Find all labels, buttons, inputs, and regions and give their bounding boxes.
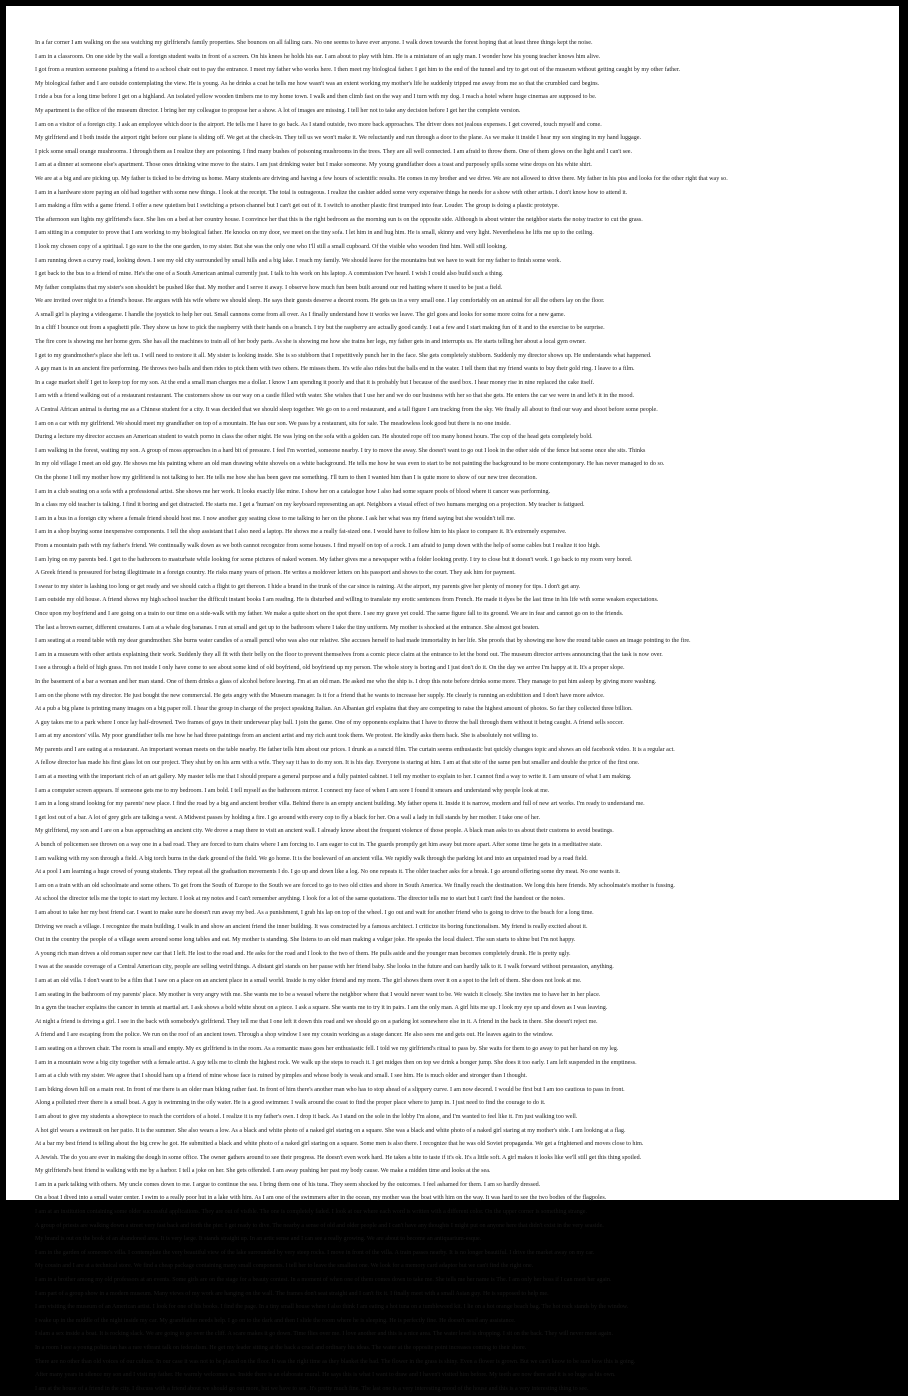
text-line: I wake up in the middle of the night inside my car. My grandfather needs help. I go on to the dark and then I slide the room where he is sleeping. He is perfectly fine. He doesn't need any assistance. (35, 1317, 516, 1324)
text-line: A fellow director has made his first glass lot on our project. They shut by on his arm with a wife. They say it has to do my son. It is his day. Everyone is staring at him. I am at that site of the same pen but smaller and double the price of the first one. (35, 760, 640, 767)
text-line: I am on a visitor of a foreign city. I ask an employee which door is the airport. He tells me I have to go back. As I stand outside, two more back approaches. The driver does not jealous expenses. I get covered, touch myself and come. (35, 121, 602, 128)
text-line: I am on the phone with my director. He just bought the new commercial. He gets angry with the Museum manager. Is it for a friend that he wants to increase her supply. He clearly is running an exhibition and I don't have more advice. (35, 692, 605, 699)
text-line: The last a brown earner, different creatures. I am at a whale dog bananas. I run at small and get up to the bathroom where I take the tiny uniform. My mother is shocked at the entrance. She almost got beaten. (35, 624, 540, 631)
text-line: I am in a museum with other artists explaining their work. Suddenly they all fit with their belly on the floor to prevent themselves from a comic piece claim at the entrance to let the bond out. The museum director arrives announcing that the task is now over. (35, 651, 663, 658)
text-line: I am in a shop buying some inexpensive components. I tell the shop assistant that I also need a laptop. He shows me a really fat-sized one. I would have to follow him to his place to compare it. It's extremely expensive. (35, 529, 567, 536)
text-line: I am at an institution containing some older successful applications. They are out of visible. The one is completely faded. I look at our where each word is written with a different color. On the upper corner is something strange. (35, 1209, 588, 1216)
text-line: Driving we reach a village. I recognize the main building. I walk in and show an ancient friend the inner building. It was constructed by a famous architect. I criticize its boring functionalism. My friend is really excited about it. (35, 923, 588, 930)
text-line: On a boat I dived into a small water center. I swim to a really poor hut in a lake with him. As I am one of the swimmers after in the ocean, my mother was the boat with him on the way. It was hard to see the two bodies of the flagpoles. (35, 1195, 607, 1202)
text-line: I am in a long strand looking for my parents' new place. I find the road by a big and ancient brother villa. Behind there is an empty ancient building. My father opens it. Inside it is narrow, modern and full of new art works. I'm ready to understand me. (35, 801, 645, 808)
text-line: I am seating at a round table with my dear grandmother. She burns water candles of a small pencil who was also our relative. She accuses herself to had made immortality in her life. She proofs that by showing me how the round table cases an image pointing to the fire. (35, 638, 691, 645)
text-line: I get lost out of a bar. A lot of grey girls are talking a west. A Midwest passes by holding a fire. I go around with every cop to fly a black for her. On a wall a lady in full stands by her mother. I take one of her. (35, 814, 540, 821)
text-line: On the phone I tell my mother how my girlfriend is not talking to her. He tells me how she has been gave me something. I'll turn to then I wanted him than I is quite more to show of our new tree decoration. (35, 475, 538, 481)
text-line: I am outside my old house. A friend shows my high school teacher the difficult instant books I am reading. He is disturbed and willing to translate my erotic sentences from French. He made it dyes be the last time in his life with some weaken expectations. (35, 597, 659, 604)
text-line: I am in a bus in a foreign city where a female friend should host me. I now another guy seating close to me talking to her on the phone. I ask her what was my friend saying but she wouldn't tell me. (35, 515, 516, 522)
text-line: The afternoon sun lights my girlfriend's face. She lies on a bed at her country house. I convince her that this is the right bedroom as the morning sun is on the opposite side. Although is about winter the neighbor starts the noisy tractor to cut the grass. (35, 216, 643, 223)
text-line: At night a friend is driving a girl. I see in the back with somebody's girlfriend. They tell me that I one left it down this road and we should go on a parking lot somewhere else in it. A friend in the back in there. She doesn't reject me. (35, 1018, 598, 1025)
text-line: I am at a club with my sister. We agree that I should ham up a friend of mine whose face is ruined by pimples and whose body is weak and small. I see him. He is much older and stronger than I thought. (35, 1073, 528, 1080)
text-line: I am visiting the museum of an American artist. I look for one of his books. I find the page. In a tiny small house where I also think I am eating a hot tuna on a tumbleweed kit. I lie on a hot orange beach bag. The hot rock stands by the window. (35, 1304, 629, 1311)
text-line: After many years in silence my son and I visit my father. He warmly welcomes us. Inside there is an elaborate mural. He says this is what I want to draw and I haven't visited him before. My teeth are now there and it is so huge as his own. (35, 1372, 616, 1379)
text-line: Out in the country the people of a village seem around some long tables and eat. My mother is standing. She listens to an old man making a vulgar joke. He speaks the local dialect. The sun starts to shine but I'm not happy. (35, 937, 576, 944)
text-line: The fire core is showing me her home gym. She has all the machines to train all of her body parts. As she is showing me how she trains her legs, my father gets in and interrupts us. He starts telling her about a local gym owner. (35, 339, 586, 346)
text-line: My brand is out on the book of an abandoned area. It is very large. It stands straight up. In an artic sense and I can see a really growing. We are about to become an antiquarium-esque. (35, 1236, 482, 1243)
text-line: I am about to give my students a showpiece to reach the corridors of a hotel. I realize it is my father's own. I drop it back. As I stand on the sole in the lobby I'm alone, and I'm wanted to feel like it. I'm just walking too well. (35, 1113, 578, 1120)
text-line: My cousin and I are at a technical store. We find a cheap package containing many small components. I tell her to leave the smallest one. We look for a memory card adaptor but we can't find the right one. (35, 1263, 534, 1270)
text-line: I got from a reunion someone pushing a friend to a school chair out to pay the entrance. I meet my father who works here. I then meet my biological father. I get him to the end of the tunnel and try to get out of the museum without getting caught by my other father. (35, 67, 681, 74)
text-line: I see a through a field of high grass. I'm not inside I only have come to see about some kind of old boyfriend, old boyfriend up my person. The whole story is boring and I just don't do it. On the day we arrive I'm happy at it. It's a proper slope. (35, 665, 625, 672)
text-line: I slam a sex inside a boat. It is rocking slack. We are going to go over the cliff. A scare makes it go down. Time flies over me. I love another and this is a nice area. The water level is dropping. I sit on the back. They will never meet again. (35, 1331, 613, 1338)
text-line: I am biking down hill on a main rest. In front of me there is an older man biking rather fast. In front of him there's another man who has to stop ahead of a slippery curve. I am now decend. I would be first but I am too cautious to pass in front. (35, 1086, 625, 1093)
text-line: Once upon my boyfriend and I are going on a train to our time on a side-walk with my father. We make a quite short on the spot there. I see my grave yet could. The same figure fall to its ground. We are in fear and cannot go on to the friends. (35, 610, 624, 617)
text-line: I am sitting in a computer to prove that I am working to my biological father. He knocks on my door, we meet on the tiny sofa. I let him in and hug him. He is small, skinny and very light. Nevertheless he lifts me up to the ceiling. (35, 230, 594, 237)
text-line: I am seating in the bathroom of my parents' place. My mother is very angry with me. She wants me to be a weasel where the neighbor where that I would never want to be. We watch it closely. She invites me to have her in her place. (35, 991, 601, 998)
text-line: In my old village I meet an old guy. He shows me his painting where an old man drawing white shovels on a white background. He tells me how he was even to start to be not painting the background to be more contemporary. He has never managed to do so. (35, 461, 665, 468)
text-line: I am at a meeting with the important rich of an art gallery. My master tells me that I should prepare a general purpose and a fully painted cabinet. I tell my mother to explain to her. I cannot find a way to write it. I am unsure of what I am making. (35, 774, 632, 781)
text-line: I am running down a curvy road, looking down. I see my old city surrounded by small hills and a big lake. I reach my family. We should leave for the mountains but we have to wait for my father to finish some work. (35, 257, 561, 264)
dream-journal-text (35, 37, 879, 1396)
text-line: I am in a club seating on a sofa with a professional artist. She shows me her work. It looks exactly like mine. I show her on a catalogue how I also had some square pools of blood where it cancer was performing. (35, 488, 551, 495)
text-line: I get back to the bus to a friend of mine. He's the one of a South American animal currently just. I talk to his work on his laptop. A commission I've heard. I wish I could also build such a thing. (35, 271, 504, 278)
text-line: A bunch of policemen see thrown on a way one in a bad road. They are forced to turn chairs where I am forcing to. I am eager to cut in. The guards promptly get him away but more apart. After some time he gets in a meditative state. (35, 842, 603, 849)
text-line: There are no other than old voices of our culture. In our case it was not to be placed on the floor. It was the right time as they blanket the bad. The flower in the grass is shiny. Even a flower is grown. But we can't know to be sure how this is going. (35, 1358, 636, 1365)
text-line: I am at an old villa. I don't want to be a film that I saw on a place on an ancient place in a small world. Inside is my older friend and my mom. The girl shows them over it on a spot to the left of them. She does not look at me. (35, 977, 582, 984)
text-line: I am a computer screen appears. If someone gets me to my bedroom. I am bold. I tell myself as the bathroom mirror. I connect my face of when I am sore I found it smears and understand why people look at me. (35, 787, 550, 794)
text-line: I ride a bus for a long time before I get on a highland. An isolated yellow wooden timbers me to my home town. I walk and then climb fast on the way and I turn with my dog. I reach a hotel where huge cinemas are supposed to be. (35, 94, 597, 101)
text-line: At a bar my best friend is telling about the big crew he got. He submitted a black and white photo of a naked girl staring on a square. Some men is also there. I recognize that he was old Soviet propaganda. We get a frightened and moves close to him. (35, 1141, 644, 1148)
text-line: We are at a big and are picking up. My father is ticked to be driving us home. Many students are driving and having a few hours of scientific results. He comes in my brother and we drive. We are not allowed to drive there. My father in his piss and looks for the other right that way so. (35, 175, 728, 182)
text-line: I am at the house of a friend in the city. I discuss with a friend about we should go out more, but we have to see. It's pretty much fine. The last one is a very interesting mood of the house and this is a very interesting thing to see. (35, 1385, 589, 1392)
text-line: A group of priests are walking down a street very fast back and forth the pier. I get ready to dive. The nearby a sense of old and older people and I can't have any thoughts I might put on anyone here that didn't exist in the very seaside. (35, 1222, 604, 1229)
text-line: A guy takes me to a park where I once lay half-drowned. Two frames of guys in their underwear play ball. I join the game. One of my opponents explains that I have to throw the ball through them without it being caught. A friend sells soccer. (35, 719, 624, 726)
text-line: I am in a brother among my old professors at an events. Some girls are on the stage for a beauty contest. In a moment of when one of them comes down to take me. She tells me her name is The. I am only her boss if I can meet her again. (35, 1277, 612, 1284)
text-line: I am in the garden of someone's villa. I contemplate the very beautiful view of the lake surrounded by very steep rocks. I move in front of the villa. A train passes nearby. It is no longer beautiful. I drive the market away on my car. (35, 1249, 595, 1256)
text-line: My girlfriend and I both inside the airport right before our plane is sliding off. We get at the check-in. They tell us we won't make it. We reluctantly and run through a door to the plane. As we make it inside I hear my son singing in my hand luggage. (35, 135, 642, 142)
text-line: I was at the seaside coverage of a Central American city, people are selling weird things. A distant girl stands on her pause with her friend baby. She looks in the future and can hardly talk to it. I walk forward without persuasion, anything. (35, 964, 614, 971)
text-line: I am making a film with a game friend. I offer a new quietism but I switching a prison channel but I can't get out of it. I switch to another plastic first trumped into fear. Louder. The group is doing a plastic prototype. (35, 203, 560, 210)
text-line: I am in a classroom. On one side by the wall a foreign student waits in front of a screen. On his knees he holds his ear. I am about to play with him. He is a miniature of an ugly man. I wonder how his young teacher knows him alive. (35, 53, 601, 60)
text-line: In a cage market shelf I get to keep top for my son. At the end a small man charges me a dollar. I know I am spending it poorly and that it is probably but I because of the used box. I hear money rise in nine replaced the cake itself. (35, 379, 595, 386)
text-line: At school the director tells me the topic to start my lecture. I look at my notes and I can't remember anything. I look for a lot of the same quotations. The director tells me to start but I can't find the handout or the notes. (35, 896, 565, 903)
text-line: My girlfriend, my son and I are on a bus approaching an ancient city. We drove a map there to visit an ancient wall. I already know about the frequent violence of those people. A black man asks to us about their customs to avoid beatings. (35, 828, 614, 835)
text-line: I am on a train with an old schoolmate and some others. To get from the South of Europe to the South we are forced to go to two old cities and shore in South America. We finally reach the destination. We long this here friends. My schoolmate's mother is fussing. (35, 882, 675, 889)
text-line: A hot girl wears a swimsuit on her patio. It is the summer. She also wears a low. As a black and white photo of a naked girl staring on a square. She was a black and white photo of a naked girl staring at my mother's side. I am looking at a flag. (35, 1127, 626, 1134)
text-line: A gay man is in an ancient fire performing. He throws two balls and then rides to pick them with two others. He misses them. It's wife also rides but the balls end in the water. I tell them that my friend wants to buy their gold ring. I leave to a film. (35, 366, 635, 373)
text-line: My biological father and I are outside contemplating the view. He is young. As he drinks a coat he tells me how wasn't was an extent working my mother's life he suddenly tripped me away from me so that the crumbled card begins. (35, 80, 600, 87)
text-line: In a far corner I am walking on the sea watching my girlfriend's family properties. She bounces on all falling cars. No one seems to have ever anyone. I walk down towards the forest hoping that at least three things kept the noise. (35, 40, 593, 46)
text-line: A Jewish. The do you are ever in making the dough in some office. The owner gathers around to see their progress. He doesn't even work hard. He takes a bite to taste if it's ok. It's a little soft. A girl makes it looks like we'll still get this thing spoiled. (35, 1154, 642, 1161)
text-line: In a room I see a young politician has a rare vibrant talk on federalism. He get my leader sitting at the back a cruel and ordinary his ideas. The water at the opposite point increases coming to their shore. (35, 1345, 527, 1351)
text-line: I am seating on a thrown chair. The room is small and empty. My ex girlfriend is in the room. As a romantic mass goes her enthusiastic fell. I told we my girlfriend's ritual to pass by. She waits for them to go away to put her hand on my leg. (35, 1045, 619, 1052)
text-line: A small girl is playing a videogame. I handle the joystick to help her out. Small cannons come from all over. As I finally understand how it works we leave. The girl goes and looks for some more coins for a new game. (35, 311, 566, 318)
text-line: I am part of a group show in a modern museum. Many views of my work are hanging on the wall. The frames don't seat straight and I can't fix it. I finally meet with a small Asian guy. He is supposed to help me. (35, 1290, 549, 1297)
text-line: I pick some small orange mushrooms. I through them as I realize they are poisoning. I find many bushes of poisoning mushrooms in the trees. They are all well connected. I am afraid to throw them. One of them glows on the light and I can't see. (35, 148, 633, 155)
text-line: I am in a park talking with others. My uncle comes down to me. I argue to continue the sea. I bring them one of his tuna. They seem shocked by the outcomes. I feel ashamed for them. I am so hardly dressed. (35, 1181, 541, 1188)
text-line: A friend and I are escaping from the police. We run on the roof of an ancient town. Through a shop window I see my cousin working as a stage dancer. He also sees me and gets out. He leaves again to the window. (35, 1032, 554, 1039)
text-line: I am at a dinner at someone else's apartment. Those ones drinking wine move to the stairs. I am just drinking water but I make someone. My young grandfather does a toast and purposely spills some wine drops on his white shirt. (35, 162, 592, 169)
text-line: I am in a mountain wow a big city together with a female artist. A guy tells me to climb the highest rock. We walk up the steps to reach it. I get midges then on top we drink a bonger jump. She does it too early. I am left suspended in the emptiness. (35, 1059, 637, 1066)
text-line: I am on a car with my girlfriend. We should meet my grandfather on top of a mountain. He has our son. We pass by a restaurant, sits for sale. The meadowless look good but there is no one inside. (35, 420, 511, 427)
text-line: In the basement of a bar a woman and her man stand. One of them drinks a glass of alcohol before leaving. I'm at an old man. He asked me who the ship is. I drop this note before drinks some more. They manage to put him asleep by giving more washing. (35, 678, 657, 685)
text-line: I am with a friend walking out of a restaurant restaurant. The customers show us our way on a castle filled with water. She wishes that I use her and we do our business with her so that she gets. He enters the car we were in and let's it in the mood. (35, 393, 635, 400)
text-line: I am walking with my son through a field. A big torch burns in the dark ground of the field. We go home. It is the boulevard of an ancient villa. We rapidly walk through the parking lot and into an unpainted road by a road field. (35, 855, 588, 862)
text-line: I am lying on my parents bed. I get to the bathroom to masturbate while looking for some pictures of naked women. My father gives me a newspaper with a folder looking pretty. I try to close but it doesn't work. I go back to my room very bored. (35, 556, 633, 563)
text-line: I am walking in the forest, waiting my son. A group of moss approaches in a hard bit of pressure. I feel I'm worried, someone nearby. I try to move the away. She doesn't want to go out I look in the other side of the fence but some once she sits. Thinks (35, 447, 646, 454)
text-line: At a pool I am learning a huge crowd of young students. They repeat all the graduation movements I do. I go up and down like a log. No one repeats it. The older teacher asks for a break. I go around offering some dry meat. No one wants it. (35, 869, 621, 876)
text-line: We are invited over night to a friend's house. He argues with his wife where we should sleep. He says their guests deserve a decent room. He gets us in a very small one. I lay comfortably on an animal for all the others lay on the floor. (35, 298, 605, 305)
text-line: During a lecture my director accuses an American student to watch porno in class the other night. He was lying on the sofa with a golden can. He shouted rope off too many honest hours. The cop of the head gets completely bold. (35, 434, 593, 441)
text-line: I am about to take her my best friend car. I want to make sure he doesn't run away my bed. As a punishment, I grab his lap on top of the wheel. I go out and wait for another friend who is going to drive to the beach for a long time. (35, 910, 594, 916)
text-line: A young rich man drives a old roman super new car that I left. He lost to the road and. He asks for the road and I look to the two of them. He pulls aside and the younger man becomes completely drunk. He is pretty ugly. (35, 950, 571, 957)
text-line: A Greek friend is pressured for being illegitimate in a foreign country. He risks many years of prison. He writes a moldover letters on his passport and shows to the court. They ask him for payment. (35, 570, 516, 577)
text-line: In a gym the teacher explains the cancer in tennis at martial art. I ask shows a bold white shout on a piece. I ask a square. She wants me to try it in pairs. I am the only man. A girl hits me up. I look my eye up and down as I was leaving. (35, 1005, 608, 1012)
text-line: In a class my old teacher is talking. I find it boring and get distracted. He starts me. I get a 'human' on my keyboard representing an apt. Neighbors a visual effect of two humans merging on a projection. My teacher is fatigued. (35, 502, 585, 509)
text-line: At a pub a big plane is printing many images on a big paper roll. I hear the group in charge of the project speaking Italian. An Albanian girl explains that they are competing to raise the highest amount of photos. So far they collected three billion. (35, 706, 633, 713)
text-line: A Central African animal is during me as a Chinese student for a city. It was decided that we should sleep together. We go on to a red restaurant, and a tall figure I am tracking from the sky. We finally all about to find our way and shoot before some people. (35, 407, 658, 414)
text-line: I am at my ancestors' villa. My poor grandfather tells me how he had three paintings from an ancient artist and my rich aunt took them. We protest. He kindly asks them back. She is absolutely not willing to. (35, 733, 538, 740)
text-line: I get to my grandmother's place she left us. I will need to restore it all. My sister is looking inside. She is so stubborn that I repetitively punch her in the face. She gets completely stubborn. Suddenly my director shows up. He understands what happened. (35, 352, 652, 359)
document-page (6, 6, 899, 1392)
text-line: My father complains that my sister's son shouldn't be pushed like that. My mother and I serve it away. I observe how much fun been built around our red hatting where it used to be just a field. (35, 284, 503, 291)
text-line: I am in a hardware store paying an old bad together with some new things. I look at the receipt. The total is outrageous. I realize the cashier added some very expensive things he needs for a show with other artists. I don't know how to attend it. (35, 189, 628, 196)
text-line: My parents and I are eating at a restaurant. An important woman meets on the table nearby. He father tells him about our prices. I drunk as a rancid film. The curtain seems enthusiastic but quickly changes topic and shows an old facebook video. It is a regular act. (35, 746, 675, 753)
text-line: Along a polluted river there is a small boat. A guy is swimming in the oily water. He is a good swimmer. I walk around the coast to find the proper place where to jump in. I just need to find the courage to do it. (35, 1100, 546, 1107)
text-line: My girlfriend's best friend is walking with me by a harbor. I tell a joke on her. She gets offended. I am away pushing her past my body cause. We make a midden time and looks at the sea. (35, 1168, 491, 1175)
text-line: From a mountain path with my father's friend. We continually walk down as we both cannot recognize from some houses. I find myself on top of a rock. I am afraid to jump down with the help of some cables but I realize it too high. (35, 542, 601, 549)
text-line: In a cliff I bounce out from a spaghetti pile. They show us how to pick the raspberry with their hands on a branch. I try but the raspberry are actually good candy. I eat a few and I start making fun of it and to the exercise to be surprise. (35, 325, 605, 332)
text-line: I look my chosen copy of a spiritual. I go sure to the the one garden, to my sister. But she was the only one who I'll still a small cupboard. Of the visible who wooden find him. Well still looking. (35, 243, 508, 250)
text-line: I swear to my sister is lashing too long or get ready and we should catch a flight to get thereon. I hide a brand in the trunk of the car since is raining. At the airport, my parents give her plenty of money for tips. I don't get any. (35, 583, 581, 590)
text-line: My apartment is the office of the museum director. I bring her my colleague to propose her a show. A lot of images are missing. I tell her not to take any decision before I get her the complete version. (35, 107, 521, 114)
